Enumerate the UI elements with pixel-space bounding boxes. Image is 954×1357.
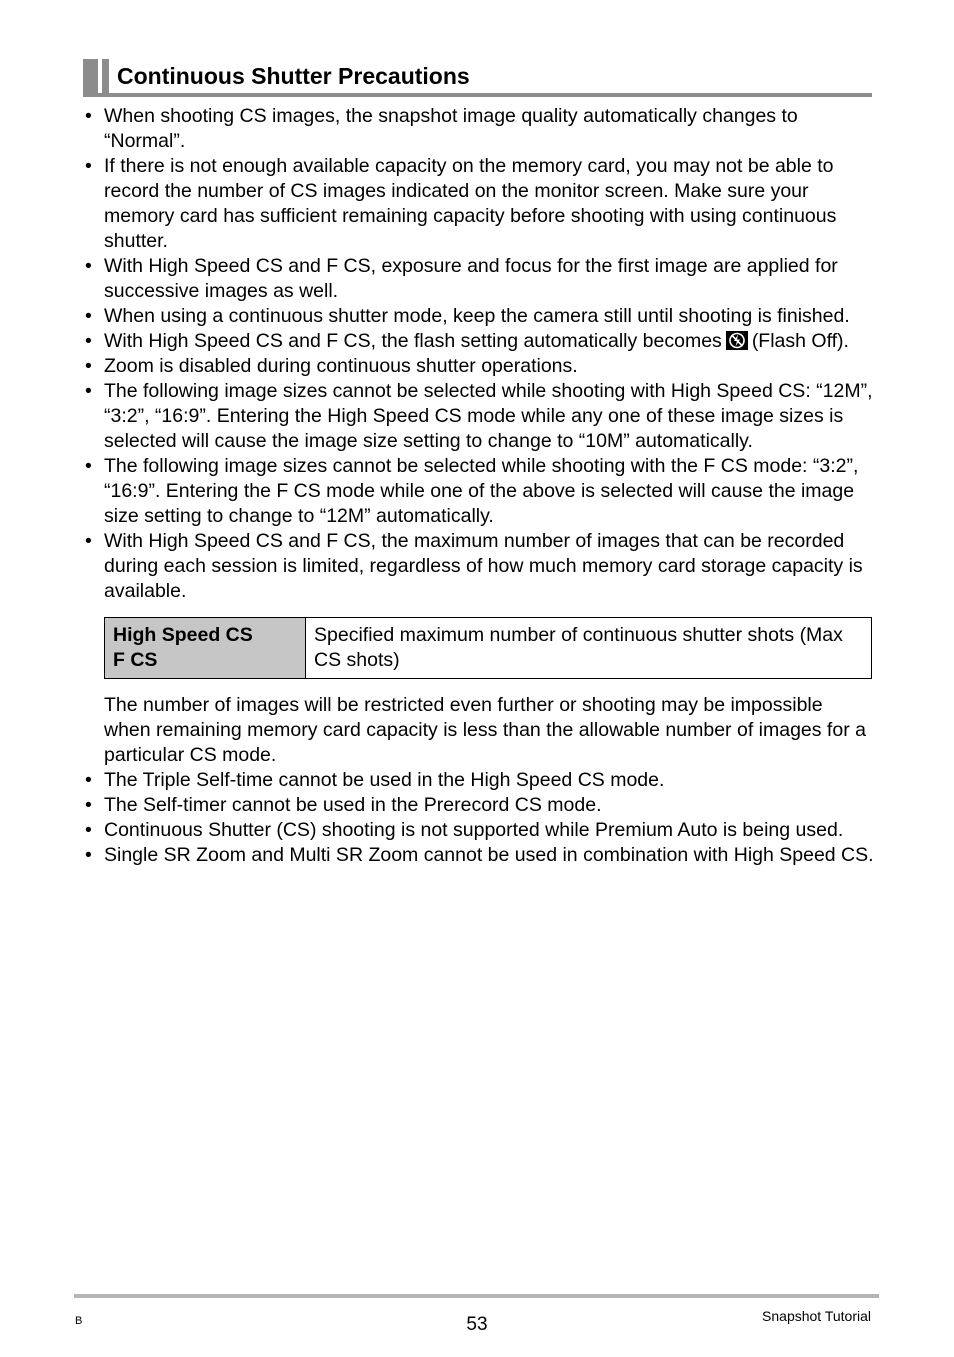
list-item-text: The following image sizes cannot be selected while shooting with the F CS mode: “3:2”, “16:9”. Entering the F CS mode while one of the above is selected will cause the image size setting to change to “12M” automatically. (104, 455, 859, 527)
bullet-marker: • (85, 530, 92, 552)
footer-language-code: B (75, 1315, 83, 1327)
list-item (84, 529, 874, 604)
flash-text-after: (Flash Off). (751, 330, 849, 352)
list-item-flash (84, 329, 874, 354)
bullet-marker: • (85, 330, 92, 352)
flash-text-before: With High Speed CS and F CS, the flash setting automatically becomes (104, 330, 722, 352)
bullet-marker: • (85, 305, 92, 327)
list-item (84, 354, 874, 379)
list-item-text: If there is not enough available capacity on the memory card, you may not be able to record the number of CS images indicated on the monitor screen. Make sure your memory card has sufficient remaining capacity before shooting with using continuous shutter. (104, 155, 837, 252)
list-item (84, 843, 874, 868)
list-item (84, 379, 874, 454)
table-row (105, 618, 872, 679)
list-item-text: The following image sizes cannot be selected while shooting with High Speed CS: “12M”, “3:2”, “16:9”. Entering the High Speed CS mode while any one of these image sizes is selected will cause the image size setting to change to “10M” automatically. (104, 380, 873, 452)
mode-label-high-speed-cs: High Speed CS (113, 624, 253, 646)
bullet-marker: • (85, 105, 92, 127)
bullet-marker: • (85, 769, 92, 791)
list-item-text: With High Speed CS and F CS, exposure and focus for the first image are applied for successive images as well. (104, 255, 838, 302)
list-item (84, 304, 874, 329)
capacity-note: The number of images will be restricted even further or shooting may be impossible when remaining memory card capacity is less than the allowable number of images for a particular CS mode. (104, 694, 866, 766)
list-item-text: With High Speed CS and F CS, the maximum number of images that can be recorded during each session is limited, regardless of how much memory card storage capacity is available. (104, 530, 863, 602)
bullet-marker: • (85, 255, 92, 277)
bullet-marker: • (85, 819, 92, 841)
page-title: Continuous Shutter Precautions (117, 63, 470, 89)
list-item (84, 768, 874, 793)
list-item-text: Zoom is disabled during continuous shutter operations. (104, 355, 578, 377)
page-number: 53 (466, 1314, 488, 1335)
bullet-marker: • (85, 380, 92, 402)
flash-off-icon (726, 331, 748, 350)
table-cell-modes (105, 618, 306, 679)
list-item (84, 104, 874, 154)
main-content (84, 104, 874, 868)
list-item-text: The Self-timer cannot be used in the Prerecord CS mode. (104, 794, 602, 816)
list-item (84, 793, 874, 818)
list-item-text: When using a continuous shutter mode, keep the camera still until shooting is finished. (104, 305, 850, 327)
table-cell-description: Specified maximum number of continuous shutter shots (Max CS shots) (306, 618, 872, 679)
list-item-text: When shooting CS images, the snapshot image quality automatically changes to “Normal”. (104, 105, 798, 152)
list-item (84, 818, 874, 843)
heading-underline (83, 93, 872, 97)
list-item-text: Continuous Shutter (CS) shooting is not supported while Premium Auto is being used. (104, 819, 844, 841)
bullet-marker: • (85, 155, 92, 177)
bullet-marker: • (85, 355, 92, 377)
precautions-list-bottom (84, 768, 874, 868)
heading-marker-bar-thin (102, 59, 109, 93)
list-item-text: The Triple Self-time cannot be used in the High Speed CS mode. (104, 769, 665, 791)
list-item (84, 254, 874, 304)
footer-divider (74, 1294, 879, 1298)
bullet-marker: • (85, 455, 92, 477)
precautions-list (84, 104, 874, 604)
mode-label-f-cs: F CS (113, 649, 158, 671)
heading-marker-bar (83, 59, 98, 93)
list-item-text: Single SR Zoom and Multi SR Zoom cannot be used in combination with High Speed CS. (104, 844, 874, 866)
max-cs-shots-table (104, 617, 872, 679)
list-item (84, 454, 874, 529)
bullet-marker: • (85, 794, 92, 816)
bullet-marker: • (85, 844, 92, 866)
section-heading (83, 59, 872, 97)
footer-section-title: Snapshot Tutorial (762, 1308, 871, 1324)
list-item (84, 154, 874, 254)
